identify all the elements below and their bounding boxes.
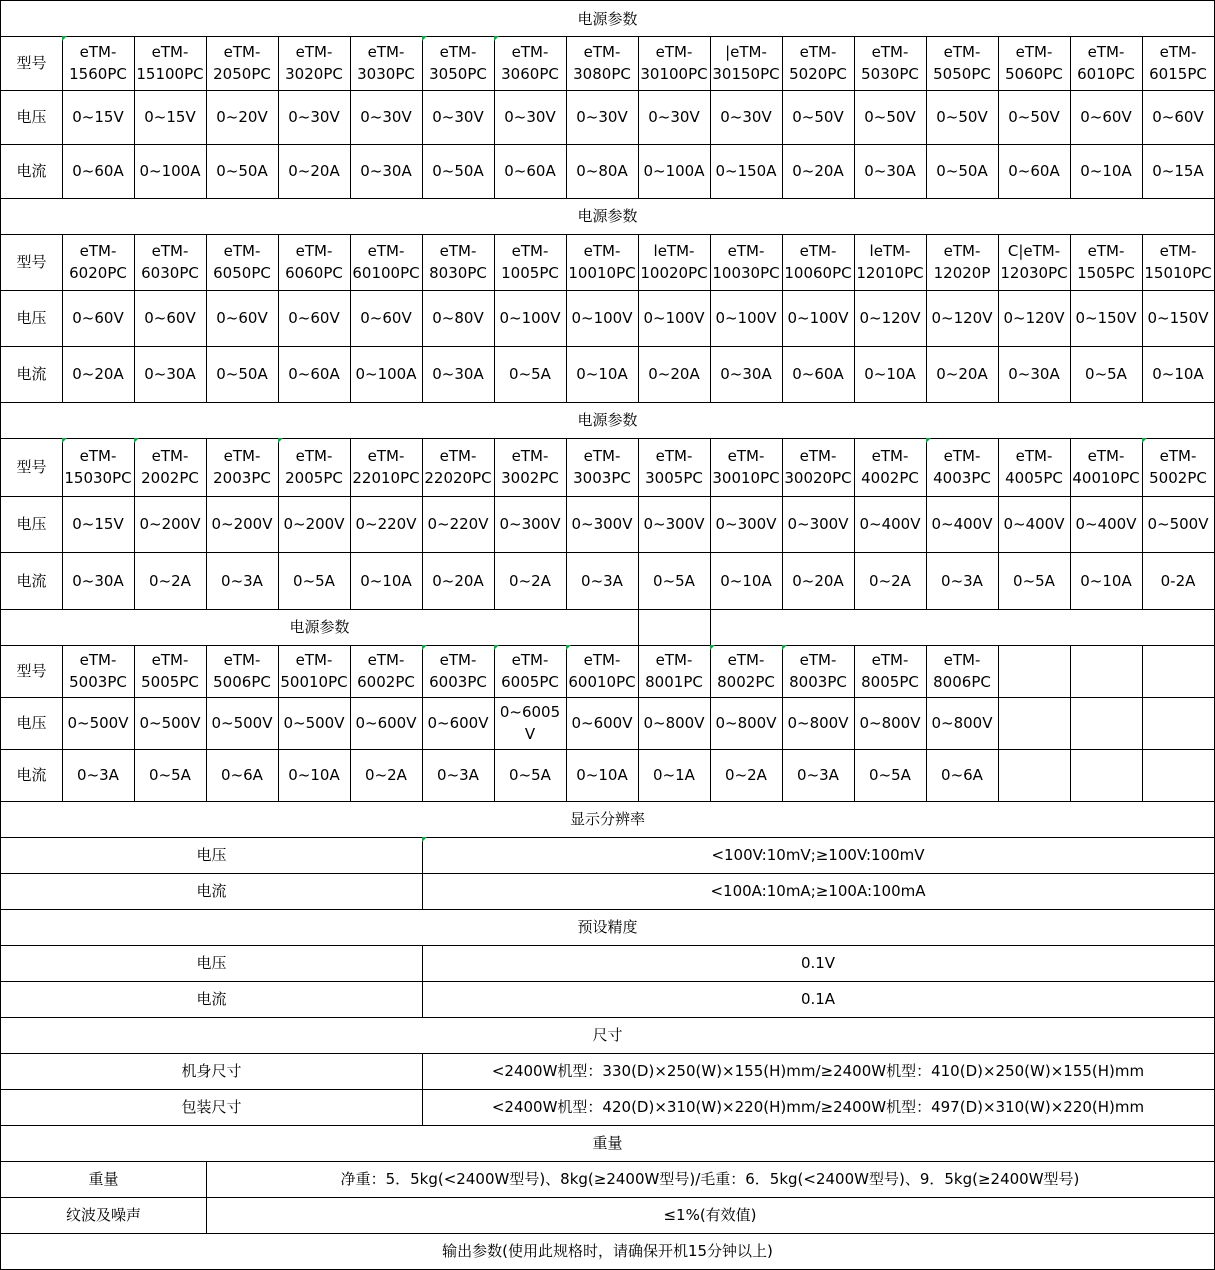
voltage-cell: 0~200V <box>206 496 279 553</box>
voltage-cell: 0~50V <box>926 90 999 145</box>
voltage-cell: 0~30V <box>422 90 495 145</box>
weight-value: 净重：5．5kg(<2400W型号)、8kg(≥2400W型号)/毛重：6．5kg(<2400W型号)、9．5kg(≥2400W型号) <box>206 1161 1215 1198</box>
current-cell: 0~80A <box>566 144 639 199</box>
voltage-cell: 0~15V <box>134 90 207 145</box>
voltage-cell: 0~300V <box>782 496 855 553</box>
current-cell: 0~100A <box>638 144 711 199</box>
current-cell: 0~20A <box>278 144 351 199</box>
model-cell: eTM- 10060PC <box>782 234 855 291</box>
current-cell: 0~10A <box>1070 552 1143 610</box>
model-cell: eTM- 6020PC <box>62 234 135 291</box>
voltage-cell: 0~20V <box>206 90 279 145</box>
voltage-cell: 0~800V <box>710 697 783 750</box>
voltage-cell: 0~50V <box>782 90 855 145</box>
current-cell: 0~2A <box>494 552 567 610</box>
model-cell: eTM- 60010PC <box>566 645 639 698</box>
model-cell: eTM- 10030PC <box>710 234 783 291</box>
current-cell: 0~30A <box>710 346 783 403</box>
voltage-row-label: 电压 <box>0 290 63 347</box>
model-cell: eTM- 3020PC <box>278 36 351 91</box>
current-cell: 0~60A <box>278 346 351 403</box>
model-cell: eTM- 5005PC <box>134 645 207 698</box>
voltage-cell: 0~120V <box>926 290 999 347</box>
model-cell: eTM- 30010PC <box>710 438 783 497</box>
current-cell <box>1070 749 1143 802</box>
current-cell: 0~20A <box>926 346 999 403</box>
voltage-cell: 0~600V <box>566 697 639 750</box>
model-row-label: 型号 <box>0 234 63 291</box>
voltage-row-label: 电压 <box>0 697 63 750</box>
weight-title: 重量 <box>0 1125 1215 1162</box>
voltage-cell: 0~400V <box>926 496 999 553</box>
model-cell: eTM- 2003PC <box>206 438 279 497</box>
voltage-cell: 0~600V <box>350 697 423 750</box>
package-size-value: <2400W机型：420(D)×310(W)×220(H)mm/≥2400W机型：497(D)×310(W)×220(H)mm <box>422 1089 1215 1126</box>
current-cell: 0~1A <box>638 749 711 802</box>
resolution-voltage-label: 电压 <box>0 837 423 874</box>
voltage-cell: 0~500V <box>278 697 351 750</box>
model-cell <box>998 645 1071 698</box>
model-cell: eTM- 6060PC <box>278 234 351 291</box>
model-cell: eTM- 15030PC <box>62 438 135 497</box>
model-cell: eTM- 8006PC <box>926 645 999 698</box>
model-cell: eTM- 5002PC <box>1142 438 1215 497</box>
current-cell: 0~5A <box>494 749 567 802</box>
voltage-cell: 0~60V <box>1142 90 1215 145</box>
current-cell: 0~2A <box>134 552 207 610</box>
current-cell: 0~2A <box>710 749 783 802</box>
voltage-cell: 0~30V <box>710 90 783 145</box>
voltage-cell: 0~800V <box>638 697 711 750</box>
current-cell: 0~30A <box>62 552 135 610</box>
voltage-cell <box>1142 697 1215 750</box>
model-cell: eTM- 3060PC <box>494 36 567 91</box>
current-cell: 0~60A <box>782 346 855 403</box>
resolution-current-value: <100A:10mA;≥100A:100mA <box>422 873 1215 910</box>
model-cell: |eTM- 30150PC <box>710 36 783 91</box>
voltage-cell: 0~100V <box>566 290 639 347</box>
model-cell: eTM- 4003PC <box>926 438 999 497</box>
accuracy-voltage-value: 0.1V <box>422 945 1215 982</box>
model-cell: eTM- 5060PC <box>998 36 1071 91</box>
current-cell: 0~50A <box>926 144 999 199</box>
accuracy-current-label: 电流 <box>0 981 423 1018</box>
voltage-cell: 0~30V <box>638 90 711 145</box>
current-cell: 0~30A <box>422 346 495 403</box>
model-cell: eTM- 2005PC <box>278 438 351 497</box>
current-row-label: 电流 <box>0 552 63 610</box>
blank-cell <box>638 609 711 646</box>
model-cell: eTM- 8003PC <box>782 645 855 698</box>
model-cell: eTM- 5003PC <box>62 645 135 698</box>
current-cell: 0~5A <box>638 552 711 610</box>
voltage-cell: 0~15V <box>62 90 135 145</box>
current-cell: 0~10A <box>566 346 639 403</box>
current-cell: 0~10A <box>710 552 783 610</box>
current-cell: 0~20A <box>62 346 135 403</box>
voltage-cell: 0~400V <box>1070 496 1143 553</box>
accuracy-title: 预设精度 <box>0 909 1215 946</box>
model-cell: eTM- 8001PC <box>638 645 711 698</box>
voltage-cell: 0~30V <box>278 90 351 145</box>
current-cell: 0~50A <box>422 144 495 199</box>
voltage-cell: 0~60V <box>206 290 279 347</box>
current-cell: 0~10A <box>278 749 351 802</box>
current-cell: 0-2A <box>1142 552 1215 610</box>
model-cell: eTM- 22010PC <box>350 438 423 497</box>
voltage-cell <box>1070 697 1143 750</box>
voltage-cell: 0~100V <box>638 290 711 347</box>
resolution-current-label: 电流 <box>0 873 423 910</box>
voltage-cell: 0~120V <box>998 290 1071 347</box>
model-cell: eTM- 8030PC <box>422 234 495 291</box>
accuracy-current-value: 0.1A <box>422 981 1215 1018</box>
voltage-row-label: 电压 <box>0 90 63 145</box>
current-cell: 0~30A <box>350 144 423 199</box>
current-cell: 0~3A <box>782 749 855 802</box>
voltage-cell: 0~120V <box>854 290 927 347</box>
model-cell: eTM- 3050PC <box>422 36 495 91</box>
model-cell: eTM- 15010PC <box>1142 234 1215 291</box>
model-cell: eTM- 40010PC <box>1070 438 1143 497</box>
current-cell: 0~150A <box>710 144 783 199</box>
model-cell: eTM- 1005PC <box>494 234 567 291</box>
voltage-cell: 0~300V <box>710 496 783 553</box>
resolution-title: 显示分辨率 <box>0 801 1215 838</box>
block-title: 电源参数 <box>0 609 639 646</box>
model-cell: eTM- 60100PC <box>350 234 423 291</box>
current-cell: 0~10A <box>1070 144 1143 199</box>
current-cell: 0~5A <box>278 552 351 610</box>
current-cell: 0~100A <box>350 346 423 403</box>
model-cell: eTM- 6003PC <box>422 645 495 698</box>
blank-cell <box>710 609 1215 646</box>
model-cell: eTM- 6010PC <box>1070 36 1143 91</box>
current-cell: 0~5A <box>134 749 207 802</box>
weight-label: 重量 <box>0 1161 207 1198</box>
model-cell: eTM- 5050PC <box>926 36 999 91</box>
model-cell: eTM- 8002PC <box>710 645 783 698</box>
model-cell: eTM- 6002PC <box>350 645 423 698</box>
voltage-cell: 0~60V <box>278 290 351 347</box>
model-cell: eTM- 1560PC <box>62 36 135 91</box>
model-row-label: 型号 <box>0 36 63 91</box>
ripple-value: ≤1%(有效值) <box>206 1197 1215 1234</box>
current-cell: 0~3A <box>62 749 135 802</box>
voltage-cell: 0~30V <box>566 90 639 145</box>
resolution-voltage-value: <100V:10mV;≥100V:100mV <box>422 837 1215 874</box>
model-cell: leTM- 10020PC <box>638 234 711 291</box>
block-title: 电源参数 <box>0 402 1215 439</box>
model-cell: eTM- 4002PC <box>854 438 927 497</box>
current-cell: 0~30A <box>854 144 927 199</box>
voltage-cell: 0~150V <box>1142 290 1215 347</box>
voltage-cell: 0~60V <box>62 290 135 347</box>
current-row-label: 电流 <box>0 346 63 403</box>
model-cell <box>1070 645 1143 698</box>
current-cell: 0~60A <box>62 144 135 199</box>
model-cell: eTM- 3003PC <box>566 438 639 497</box>
current-cell: 0~10A <box>566 749 639 802</box>
model-cell: eTM- 22020PC <box>422 438 495 497</box>
model-cell: eTM- 10010PC <box>566 234 639 291</box>
voltage-cell: 0~60V <box>134 290 207 347</box>
voltage-cell: 0~30V <box>494 90 567 145</box>
voltage-cell: 0~60V <box>1070 90 1143 145</box>
accuracy-voltage-label: 电压 <box>0 945 423 982</box>
model-cell <box>1142 645 1215 698</box>
model-cell: eTM- 5020PC <box>782 36 855 91</box>
voltage-cell: 0~100V <box>710 290 783 347</box>
model-cell: eTM- 8005PC <box>854 645 927 698</box>
model-cell: eTM- 12020P <box>926 234 999 291</box>
voltage-cell: 0~50V <box>854 90 927 145</box>
voltage-cell: 0~800V <box>926 697 999 750</box>
model-cell: C|eTM- 12030PC <box>998 234 1071 291</box>
current-cell: 0~50A <box>206 144 279 199</box>
voltage-cell: 0~500V <box>206 697 279 750</box>
voltage-cell: 0~150V <box>1070 290 1143 347</box>
current-cell: 0~5A <box>1070 346 1143 403</box>
voltage-cell: 0~300V <box>494 496 567 553</box>
voltage-cell: 0~60V <box>350 290 423 347</box>
voltage-cell: 0~200V <box>278 496 351 553</box>
current-cell: 0~100A <box>134 144 207 199</box>
model-cell: eTM- 3005PC <box>638 438 711 497</box>
model-cell: eTM- 4005PC <box>998 438 1071 497</box>
current-cell: 0~5A <box>494 346 567 403</box>
voltage-cell: 0~500V <box>134 697 207 750</box>
current-cell: 0~20A <box>782 552 855 610</box>
current-cell <box>1142 749 1215 802</box>
current-cell: 0~30A <box>998 346 1071 403</box>
block-title: 电源参数 <box>0 0 1215 37</box>
voltage-cell: 0~600V <box>422 697 495 750</box>
voltage-cell <box>998 697 1071 750</box>
voltage-cell: 0~100V <box>494 290 567 347</box>
model-cell: eTM- 2050PC <box>206 36 279 91</box>
voltage-cell: 0~200V <box>134 496 207 553</box>
voltage-cell: 0~500V <box>1142 496 1215 553</box>
model-cell: eTM- 6030PC <box>134 234 207 291</box>
current-cell: 0~6A <box>926 749 999 802</box>
voltage-cell: 0~30V <box>350 90 423 145</box>
voltage-cell: 0~800V <box>782 697 855 750</box>
block-title: 电源参数 <box>0 198 1215 235</box>
voltage-cell: 0~300V <box>566 496 639 553</box>
body-size-value: <2400W机型：330(D)×250(W)×155(H)mm/≥2400W机型：410(D)×250(W)×155(H)mm <box>422 1053 1215 1090</box>
package-size-label: 包装尺寸 <box>0 1089 423 1126</box>
current-cell: 0~10A <box>350 552 423 610</box>
model-row-label: 型号 <box>0 438 63 497</box>
model-cell: eTM- 5006PC <box>206 645 279 698</box>
current-cell: 0~10A <box>854 346 927 403</box>
current-cell: 0~60A <box>494 144 567 199</box>
current-cell: 0~20A <box>782 144 855 199</box>
current-cell: 0~10A <box>1142 346 1215 403</box>
model-cell: eTM- 3080PC <box>566 36 639 91</box>
current-cell <box>998 749 1071 802</box>
dimensions-title: 尺寸 <box>0 1017 1215 1054</box>
current-row-label: 电流 <box>0 749 63 802</box>
voltage-cell: 0~80V <box>422 290 495 347</box>
current-cell: 0~3A <box>926 552 999 610</box>
model-cell: eTM- 5030PC <box>854 36 927 91</box>
model-cell: leTM- 12010PC <box>854 234 927 291</box>
model-row-label: 型号 <box>0 645 63 698</box>
current-cell: 0~5A <box>854 749 927 802</box>
voltage-cell: 0~220V <box>350 496 423 553</box>
current-cell: 0~2A <box>854 552 927 610</box>
model-cell: eTM- 1505PC <box>1070 234 1143 291</box>
voltage-cell: 0~220V <box>422 496 495 553</box>
voltage-row-label: 电压 <box>0 496 63 553</box>
current-cell: 0~3A <box>206 552 279 610</box>
current-cell: 0~30A <box>134 346 207 403</box>
voltage-cell: 0~6005 V <box>494 697 567 750</box>
current-cell: 0~15A <box>1142 144 1215 199</box>
model-cell: eTM- 3002PC <box>494 438 567 497</box>
model-cell: eTM- 50010PC <box>278 645 351 698</box>
current-row-label: 电流 <box>0 144 63 199</box>
voltage-cell: 0~400V <box>998 496 1071 553</box>
voltage-cell: 0~50V <box>998 90 1071 145</box>
voltage-cell: 0~300V <box>638 496 711 553</box>
model-cell: eTM- 15100PC <box>134 36 207 91</box>
current-cell: 0~5A <box>998 552 1071 610</box>
model-cell: eTM- 6050PC <box>206 234 279 291</box>
voltage-cell: 0~400V <box>854 496 927 553</box>
footer-note: 输出参数(使用此规格时，请确保开机15分钟以上) <box>0 1233 1215 1270</box>
current-cell: 0~3A <box>566 552 639 610</box>
voltage-cell: 0~100V <box>782 290 855 347</box>
current-cell: 0~20A <box>638 346 711 403</box>
current-cell: 0~60A <box>998 144 1071 199</box>
model-cell: eTM- 6005PC <box>494 645 567 698</box>
voltage-cell: 0~500V <box>62 697 135 750</box>
current-cell: 0~50A <box>206 346 279 403</box>
current-cell: 0~2A <box>350 749 423 802</box>
body-size-label: 机身尺寸 <box>0 1053 423 1090</box>
voltage-cell: 0~800V <box>854 697 927 750</box>
current-cell: 0~3A <box>422 749 495 802</box>
voltage-cell: 0~15V <box>62 496 135 553</box>
current-cell: 0~6A <box>206 749 279 802</box>
ripple-label: 纹波及噪声 <box>0 1197 207 1234</box>
model-cell: eTM- 30020PC <box>782 438 855 497</box>
model-cell: eTM- 30100PC <box>638 36 711 91</box>
model-cell: eTM- 2002PC <box>134 438 207 497</box>
model-cell: eTM- 3030PC <box>350 36 423 91</box>
current-cell: 0~20A <box>422 552 495 610</box>
model-cell: eTM- 6015PC <box>1142 36 1215 91</box>
